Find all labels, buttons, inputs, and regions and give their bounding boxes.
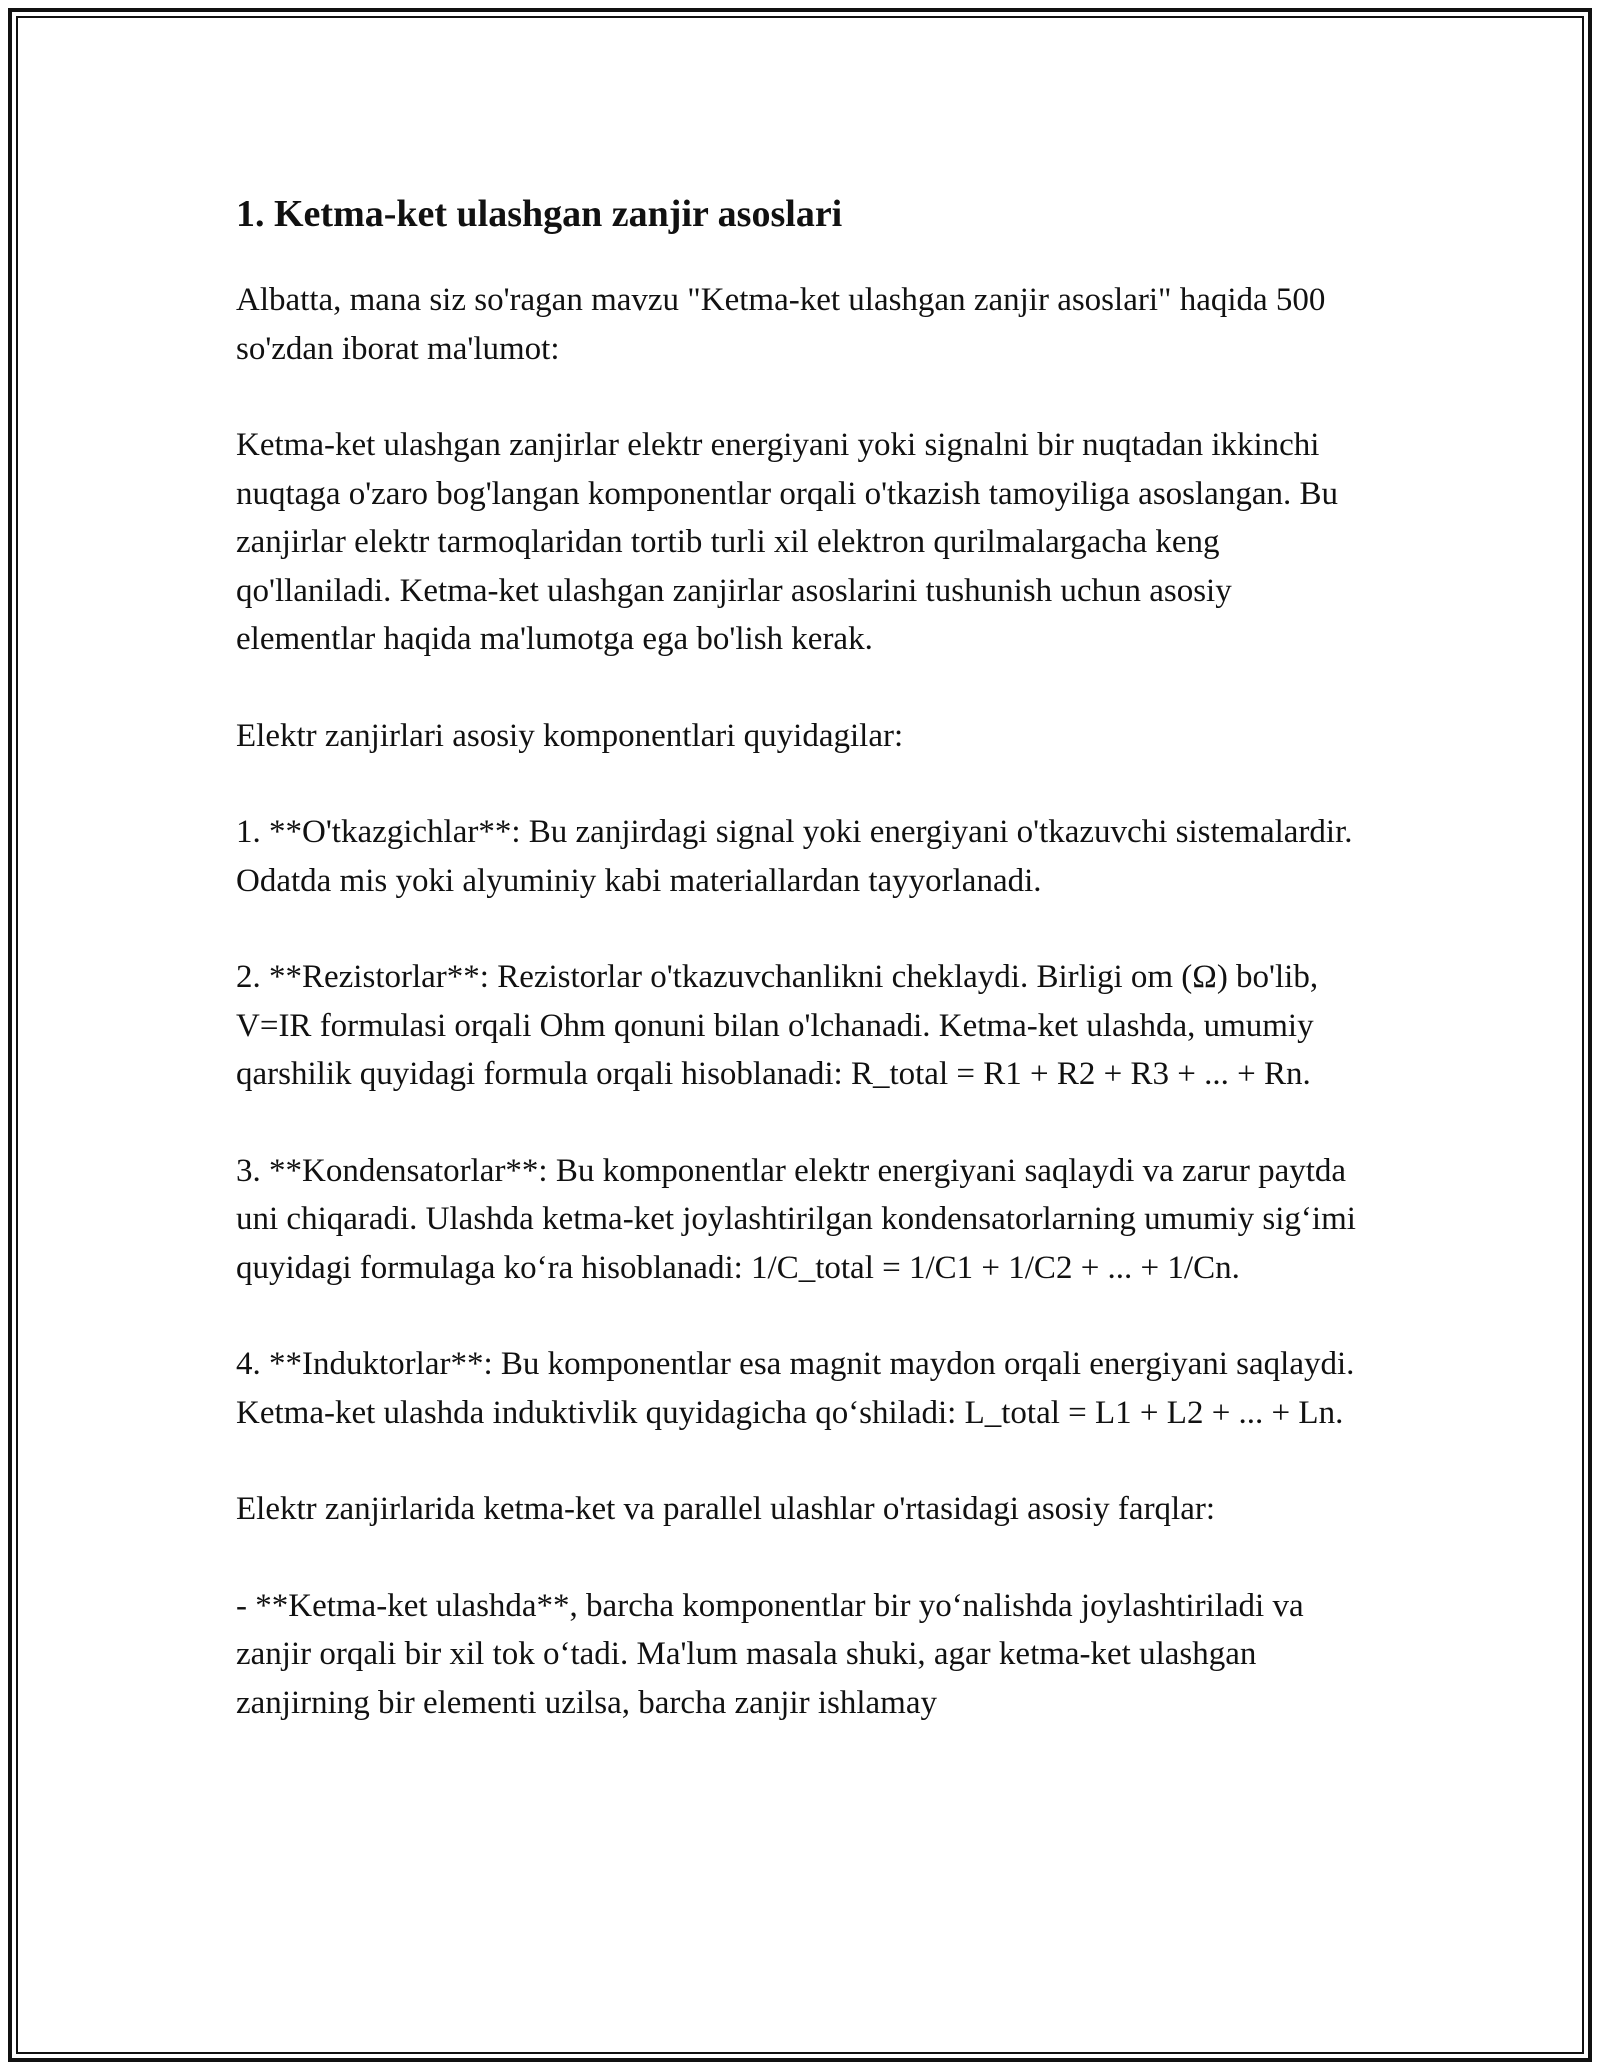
document-body (236, 186, 1376, 1775)
paragraph-capacitors: 3. **Kondensatorlar**: Bu komponentlar elektr energiyani saqlaydi va zarur paytda uni chiqaradi. Ulashda ketma-ket joylashtirilgan kondensatorlarning umumiy sig‘imi quyidagi formulaga ko‘ra hisoblanadi: 1/C_total = 1/C1 + 1/C2 + ... + 1/Cn. (236, 1152, 1356, 1286)
document-title: 1. Ketma-ket ulashgan zanjir asoslari (236, 193, 843, 235)
paragraph-inductors: 4. **Induktorlar**: Bu komponentlar esa magnit maydon orqali energiyani saqlaydi. Ketma-ket ulashda induktivlik quyidagicha qo‘shiladi: L_total = L1 + L2 + ... + Ln. (236, 1346, 1355, 1431)
paragraph-overview: Ketma-ket ulashgan zanjirlar elektr energiyani yoki signalni bir nuqtadan ikkinchi nuqtaga o'zaro bog'langan komponentlar orqali o'tkazish tamoyiliga asoslangan. Bu zanjirlar elektr tarmoqlaridan tortib turli xil elektron qurilmalargacha keng qo'llaniladi. Ketma-ket ulashgan zanjirlar asoslarini tushunish uchun asosiy elementlar haqida ma'lumotga ega bo'lish kerak. (236, 427, 1338, 657)
paragraph-components-heading: Elektr zanjirlari asosiy komponentlari quyidagilar: (236, 717, 904, 754)
paragraph-resistors: 2. **Rezistorlar**: Rezistorlar o'tkazuvchanlikni cheklaydi. Birligi om (Ω) bo'lib, V=IR formulasi orqali Ohm qonuni bilan o'lchanadi. Ketma-ket ulashda, umumiy qarshilik quyidagi formula orqali hisoblanadi: R_total = R1 + R2 + R3 + ... + Rn. (236, 959, 1319, 1092)
paragraph-series-connection: - **Ketma-ket ulashda**, barcha komponentlar bir yo‘nalishda joylashtiriladi va zanjir orqali bir xil tok o‘tadi. Ma'lum masala shuki, agar ketma-ket ulashgan zanjirning bir elementi uzilsa, barcha zanjir ishlamay (236, 1587, 1304, 1721)
paragraph-differences-heading: Elektr zanjirlarida ketma-ket va parallel ulashlar o'rtasidagi asosiy farqlar: (236, 1491, 1216, 1527)
paragraph-conductors: 1. **O'tkazgichlar**: Bu zanjirdagi signal yoki energiyani o'tkazuvchi sistemalardir. Odatda mis yoki alyuminiy kabi materiallardan tayyorlanadi. (236, 814, 1353, 899)
paragraph-intro: Albatta, mana siz so'ragan mavzu "Ketma-ket ulashgan zanjir asoslari" haqida 500 so'zdan iborat ma'lumot: (236, 282, 1326, 367)
